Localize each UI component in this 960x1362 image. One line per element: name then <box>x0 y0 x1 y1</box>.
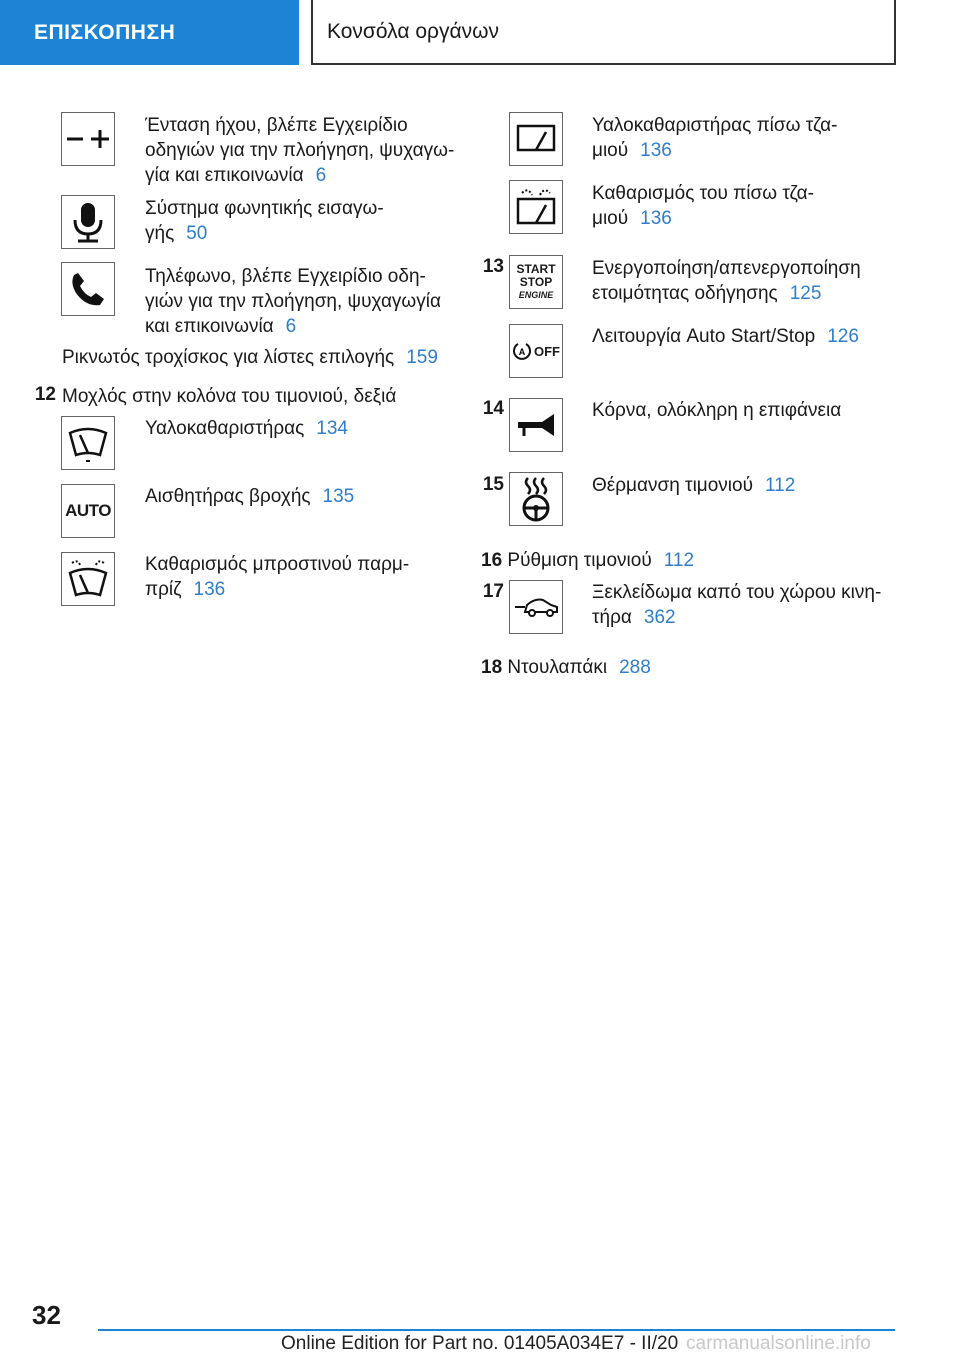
horn-description: Κόρνα, ολόκληρη η επιφάνεια <box>592 400 842 421</box>
edition-info: Online Edition for Part no. 01405A034E7 - II/20 <box>281 1333 679 1354</box>
phone-icon <box>61 262 115 316</box>
wiper-description: Υαλοκαθαριστήρας 134 <box>145 418 348 439</box>
item-number: 16 <box>481 550 503 571</box>
auto-rain-sensor-icon: AUTO <box>61 484 115 538</box>
page-ref-link[interactable]: 288 <box>619 657 651 678</box>
hood-release-icon <box>509 580 563 634</box>
page-title: Κονσόλα οργάνων <box>327 19 499 43</box>
voice-input-description: Σύστημα φωνητικής εισαγω- γής 50 <box>145 198 384 244</box>
item12-title: Μοχλός στην κολόνα του τιμονιού, δεξιά <box>62 386 397 407</box>
page-ref-link[interactable]: 134 <box>316 418 348 439</box>
auto-start-stop-description: Λειτουργία Auto Start/Stop 126 <box>592 326 859 347</box>
microphone-icon <box>61 195 115 249</box>
horn-icon <box>509 398 563 452</box>
item-number: 17 <box>482 581 504 602</box>
page-ref-link[interactable]: 112 <box>663 550 695 571</box>
page-ref-link[interactable]: 136 <box>640 140 672 161</box>
item-number: 12 <box>34 384 56 405</box>
item-number: 18 <box>481 657 503 678</box>
footer-divider <box>98 1329 895 1331</box>
steering-wheel-heating-icon <box>509 472 563 526</box>
wiper-icon <box>61 416 115 470</box>
thumbwheel-item: Ρικνωτός τροχίσκος για λίστες επιλογής 159 <box>62 347 438 368</box>
item-number: 15 <box>482 474 504 495</box>
rear-wiper-description: Υαλοκαθαριστήρας πίσω τζα- μιού 136 <box>592 115 838 161</box>
glovebox-item: 18 Ντουλαπάκι 288 <box>481 657 651 678</box>
page-ref-link[interactable]: 50 <box>186 223 208 244</box>
auto-start-stop-off-icon: A OFF <box>509 324 563 378</box>
section-label: ΕΠΙΣΚΟΠΗΣΗ <box>34 20 176 44</box>
steering-adjustment-item: 16 Ρύθμιση τιμονιού 112 <box>481 550 695 571</box>
washer-description: Καθαρισμός μπροστινού παρμ- πρίζ 136 <box>145 554 410 600</box>
page-header <box>311 0 896 65</box>
item-number: 14 <box>482 398 504 419</box>
rear-washer-icon <box>509 180 563 234</box>
start-stop-engine-icon: START STOP ENGINE <box>509 255 563 309</box>
engine-readiness-description: Ενεργοποίηση/απενεργοποίηση ετοιμότητας οδήγησης 125 <box>592 258 861 304</box>
windshield-washer-icon <box>61 552 115 606</box>
page-ref-link[interactable]: 6 <box>285 316 297 337</box>
item-number: 13 <box>482 256 504 277</box>
rear-washer-description: Καθαρισμός του πίσω τζα- μιού 136 <box>592 183 814 229</box>
page-ref-link[interactable]: 136 <box>640 208 672 229</box>
section-tab <box>0 0 299 65</box>
page-ref-link[interactable]: 159 <box>406 347 438 368</box>
page-ref-link[interactable]: 136 <box>193 579 226 600</box>
phone-description: Τηλέφωνο, βλέπε Εγχειρίδιο οδη- γιών για την πλοήγηση, ψυχαγωγία και επικοινωνία 6 <box>145 266 441 337</box>
svg-text:A: A <box>518 347 526 357</box>
watermark: carmanualsonline.info <box>686 1333 871 1354</box>
hood-release-description: Ξεκλείδωμα καπό του χώρου κινη- τήρα 362 <box>592 582 882 628</box>
page-number: 32 <box>32 1300 61 1330</box>
page-ref-link[interactable]: 112 <box>764 475 796 496</box>
volume-description: Ένταση ήχου, βλέπε Εγχειρίδιο οδηγιών για την πλοήγηση, ψυχαγω- γία και επικοινωνία 6 <box>145 115 455 186</box>
page-ref-link[interactable]: 6 <box>315 165 327 186</box>
page-ref-link[interactable]: 362 <box>643 607 676 628</box>
rear-wiper-icon <box>509 112 563 166</box>
page-ref-link[interactable]: 125 <box>789 283 822 304</box>
rain-sensor-description: Αισθητήρας βροχής 135 <box>145 486 355 507</box>
page-ref-link[interactable]: 135 <box>322 486 355 507</box>
steering-heating-description: Θέρμανση τιμονιού 112 <box>592 475 796 496</box>
page-ref-link[interactable]: 126 <box>827 326 859 347</box>
volume-icon <box>61 112 115 166</box>
